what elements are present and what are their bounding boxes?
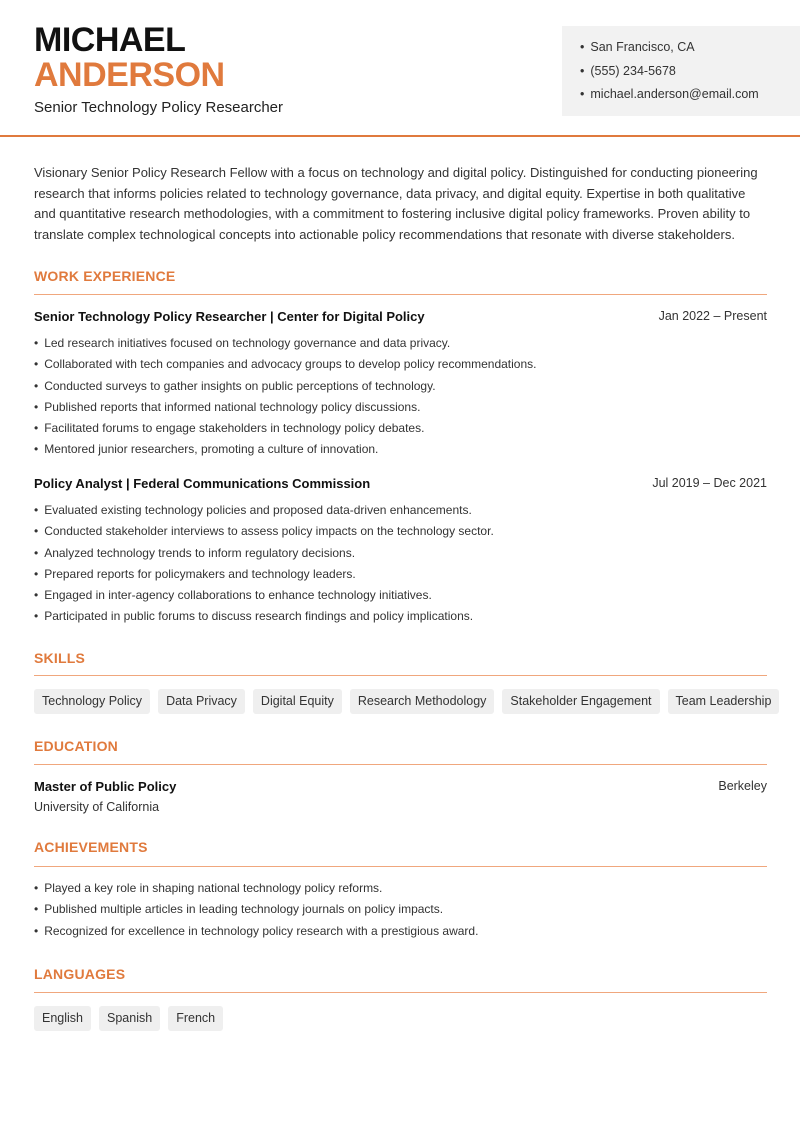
languages-heading: LANGUAGES — [34, 966, 126, 982]
education-rule — [34, 764, 767, 765]
list-item: • Published multiple articles in leading technology journals on policy impacts. — [34, 900, 767, 921]
list-item: • Analyzed technology trends to inform regulatory decisions. — [34, 544, 767, 565]
contact-email[interactable]: • michael.anderson@email.com — [580, 85, 800, 109]
work-experience-heading: WORK EXPERIENCE — [34, 268, 176, 284]
languages-rule — [34, 992, 767, 993]
skills-heading: SKILLS — [34, 650, 85, 666]
list-item: • Prepared reports for policymakers and technology leaders. — [34, 565, 767, 586]
list-item: • Participated in public forums to discuss research findings and policy implications. — [34, 607, 767, 628]
job-2-bullets — [34, 501, 767, 629]
list-item: • Played a key role in shaping national technology policy reforms. — [34, 879, 767, 900]
job-2-header — [34, 476, 767, 491]
skill-chip: Data Privacy — [158, 689, 245, 714]
language-chip: English — [34, 1006, 91, 1031]
resume-header — [0, 0, 800, 137]
job-1-role: Senior Technology Policy Researcher | Center for Digital Policy — [34, 309, 425, 324]
contact-phone: • (555) 234-5678 — [580, 62, 800, 86]
education-heading: EDUCATION — [34, 738, 118, 754]
list-item: • Engaged in inter-agency collaborations to enhance technology initiatives. — [34, 586, 767, 607]
skill-chip: Stakeholder Engagement — [502, 689, 659, 714]
skill-chip: Research Methodology — [350, 689, 495, 714]
achievements-list — [34, 879, 767, 943]
job-1-bullets — [34, 334, 767, 462]
list-item: • Recognized for excellence in technology policy research with a prestigious award. — [34, 922, 767, 943]
list-item: • Mentored junior researchers, promoting a culture of innovation. — [34, 440, 767, 461]
language-chip: French — [168, 1006, 223, 1031]
list-item: • Led research initiatives focused on technology governance and data privacy. — [34, 334, 767, 355]
skill-chip: Team Leadership — [668, 689, 780, 714]
education-school: University of California — [34, 800, 160, 814]
achievements-heading: ACHIEVEMENTS — [34, 839, 148, 855]
list-item: • Facilitated forums to engage stakeholders in technology policy debates. — [34, 419, 767, 440]
education-degree: Master of Public Policy — [34, 779, 177, 794]
skills-list — [34, 689, 779, 714]
skill-chip: Digital Equity — [253, 689, 342, 714]
list-item: • Evaluated existing technology policies and proposed data-driven enhancements. — [34, 501, 767, 522]
job-2-role: Policy Analyst | Federal Communications Commission — [34, 476, 371, 491]
first-name: MICHAEL — [34, 21, 186, 59]
skill-chip: Technology Policy — [34, 689, 150, 714]
summary: Visionary Senior Policy Research Fellow with a focus on technology and digital policy. Distinguished for conducting pioneering research that informs policies related to technology governance, data privacy, and digital equity. Expertise in both qualitative and quantitative research methodologies, with a commitment to fostering inclusive digital policy frameworks. Proven ability to translate complex technological concepts into actionable policy recommendations that resonate with diverse stakeholders. — [34, 165, 758, 243]
list-item: • Collaborated with tech companies and advocacy groups to develop policy recommendations. — [34, 355, 767, 376]
job-title: Senior Technology Policy Researcher — [34, 99, 284, 116]
skills-rule — [34, 675, 767, 676]
education-location: Berkeley — [718, 779, 767, 793]
work-experience-rule — [34, 294, 767, 295]
achievements-rule — [34, 866, 767, 867]
job-1-dates: Jan 2022 – Present — [658, 309, 767, 323]
contact-box — [562, 26, 800, 116]
last-name: ANDERSON — [34, 56, 225, 94]
job-1-header — [34, 309, 767, 324]
list-item: • Conducted surveys to gather insights on public perceptions of technology. — [34, 377, 767, 398]
list-item: • Published reports that informed national technology policy discussions. — [34, 398, 767, 419]
job-2-dates: Jul 2019 – Dec 2021 — [652, 476, 767, 490]
contact-location: • San Francisco, CA — [580, 38, 800, 62]
languages-list — [34, 1006, 223, 1031]
language-chip: Spanish — [99, 1006, 160, 1031]
list-item: • Conducted stakeholder interviews to assess policy impacts on the technology sector. — [34, 522, 767, 543]
